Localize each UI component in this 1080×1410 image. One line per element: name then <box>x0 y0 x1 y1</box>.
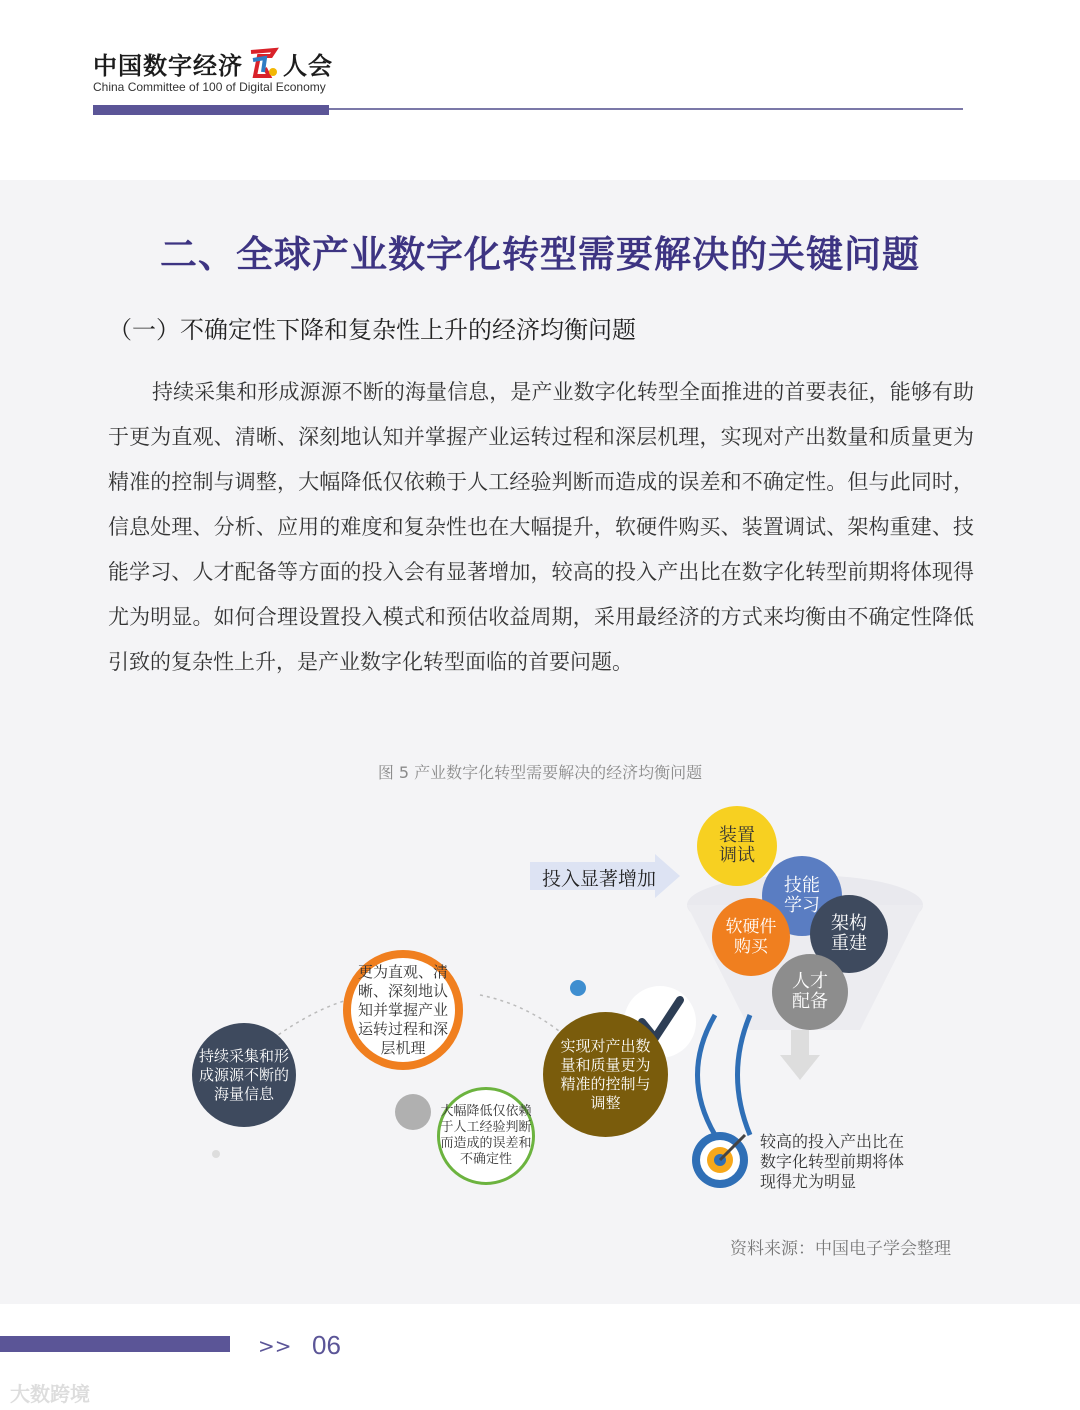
funnel-hardware-label: 软硬件购买 <box>725 917 777 957</box>
dot-blue-icon <box>570 980 586 996</box>
node-collect <box>192 1023 296 1127</box>
node-collect-label: 持续采集和形成源源不断的海量信息 <box>198 1046 289 1103</box>
section-subtitle: （一）不确定性下降和复杂性上升的经济均衡问题 <box>108 316 636 344</box>
node-reduce-label: 大幅降低仅依赖于人工经验判断而造成的误差和不确定性 <box>440 1104 532 1167</box>
target-icon <box>692 1132 748 1188</box>
logo-mark-icon <box>245 46 281 82</box>
connector-arc-2 <box>480 995 570 1040</box>
logo <box>93 46 333 82</box>
logo-text-part1: 中国数字经济 <box>93 52 243 80</box>
node-clarity <box>343 950 463 1070</box>
node-reduce <box>437 1087 535 1185</box>
funnel-talent <box>772 954 848 1030</box>
bracket-right-icon <box>738 1015 751 1135</box>
funnel-device <box>697 806 777 886</box>
footer-accent-bar <box>0 1336 230 1352</box>
page-number: 06 <box>312 1330 341 1360</box>
body-paragraph: 持续采集和形成源源不断的海量信息，是产业数字化转型全面推进的首要表征，能够有助于更为直观、清晰、深刻地认知并掌握产业运转过程和深层机理，实现对产出数量和质量更为精准的控制与调整，大幅降低仅依赖于人工经验判断而造成的误差和不确定性。但与此同时，信息处理、分析、应用的难度和复杂性也在大幅提升，软硬件购买、装置调试、架构重建、技能学习、人才配备等方面的投入会有显著增加，较高的投入产出比在数字化转型前期将体现得尤为明显。如何合理设置投入模式和预估收益周期，采用最经济的方式来均衡由不确定性降低引致的复杂性上升，是产业数字化转型面临的首要问题。 <box>108 380 974 674</box>
logo-english: China Committee of 100 of Digital Economy <box>93 80 326 94</box>
funnel-skill-label: 技能学习 <box>784 875 820 916</box>
page-header <box>0 0 1080 180</box>
figure-caption: 图 5 产业数字化转型需要解决的经济均衡问题 <box>377 763 703 782</box>
funnel-device-label: 装置调试 <box>719 825 755 866</box>
funnel-arrow-stem <box>791 1030 809 1056</box>
node-control-label: 实现对产出数量和质量更为精准的控制与调整 <box>560 1036 651 1112</box>
funnel-arrow-icon <box>780 1055 820 1080</box>
bracket-left-icon <box>698 1015 716 1135</box>
funnel-talent-label: 人才配备 <box>792 971 828 1012</box>
section-title: 二、全球产业数字化转型需要解决的关键问题 <box>160 233 920 276</box>
funnel-hardware <box>712 898 790 976</box>
watermark: 大数跨境 <box>10 1382 90 1406</box>
dot-light-icon <box>212 1150 220 1158</box>
header-accent-bar <box>93 105 329 115</box>
input-label: 投入显著增加 <box>542 868 657 890</box>
footer-arrow: >> <box>258 1334 292 1358</box>
node-control <box>543 1012 668 1137</box>
result-text: 较高的投入产出比在数字化转型前期将体现得尤为明显 <box>760 1132 905 1191</box>
figure-source: 资料来源：中国电子学会整理 <box>730 1239 951 1259</box>
figure-diagram <box>150 790 980 1220</box>
logo-text-part2: 人会 <box>283 52 333 80</box>
funnel-arch-label: 架构重建 <box>831 913 867 954</box>
dot-gray-icon <box>395 1094 431 1130</box>
node-clarity-label: 更为直观、清晰、深刻地认知并掌握产业运转过程和深层机理 <box>357 962 448 1057</box>
